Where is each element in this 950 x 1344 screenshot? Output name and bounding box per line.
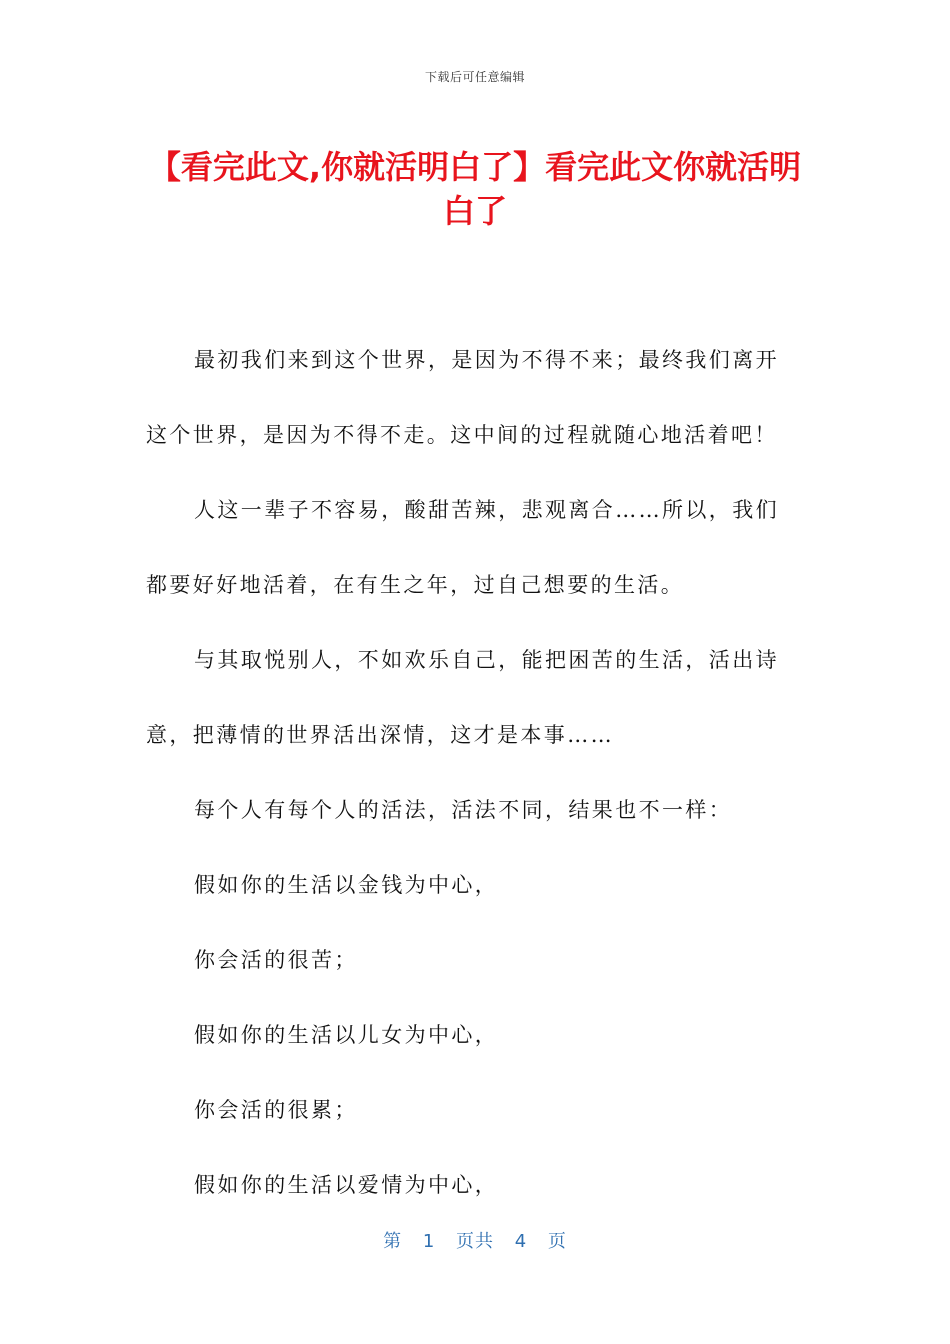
paragraph: 最初我们来到这个世界，是因为不得不来；最终我们离开这个世界，是因为不得不走。这中间的过程就随心地活着吧！ <box>146 348 779 447</box>
paragraph: 假如你的生活以爱情为中心， <box>194 1173 499 1197</box>
document-body <box>146 323 794 1223</box>
total-pages-number: 4 <box>514 1231 528 1252</box>
header-note: 下载后可任意编辑 <box>424 70 525 84</box>
paragraph: 与其取悦别人，不如欢乐自己，能把困苦的生活，活出诗意，把薄情的世界活出深情，这才是本事…… <box>146 648 779 747</box>
paragraph: 你会活的很苦； <box>194 948 358 972</box>
paragraph: 假如你的生活以儿女为中心， <box>194 1023 499 1047</box>
current-page-number: 1 <box>422 1231 436 1252</box>
page-label-prefix: 第 <box>383 1231 403 1252</box>
paragraph: 人这一辈子不容易，酸甜苦辣，悲观离合……所以，我们都要好好地活着，在有生之年，过自己想要的生活。 <box>146 498 779 597</box>
paragraph: 每个人有每个人的活法，活法不同，结果也不一样： <box>194 798 733 822</box>
paragraph: 你会活的很累； <box>194 1098 358 1122</box>
paragraph: 假如你的生活以金钱为中心， <box>194 873 499 897</box>
page-label-middle: 页共 <box>456 1231 494 1252</box>
page-label-suffix: 页 <box>547 1231 567 1252</box>
document-title: 【看完此文,你就活明白了】看完此文你就活明白了 <box>148 148 802 230</box>
page-footer <box>0 1227 950 1253</box>
